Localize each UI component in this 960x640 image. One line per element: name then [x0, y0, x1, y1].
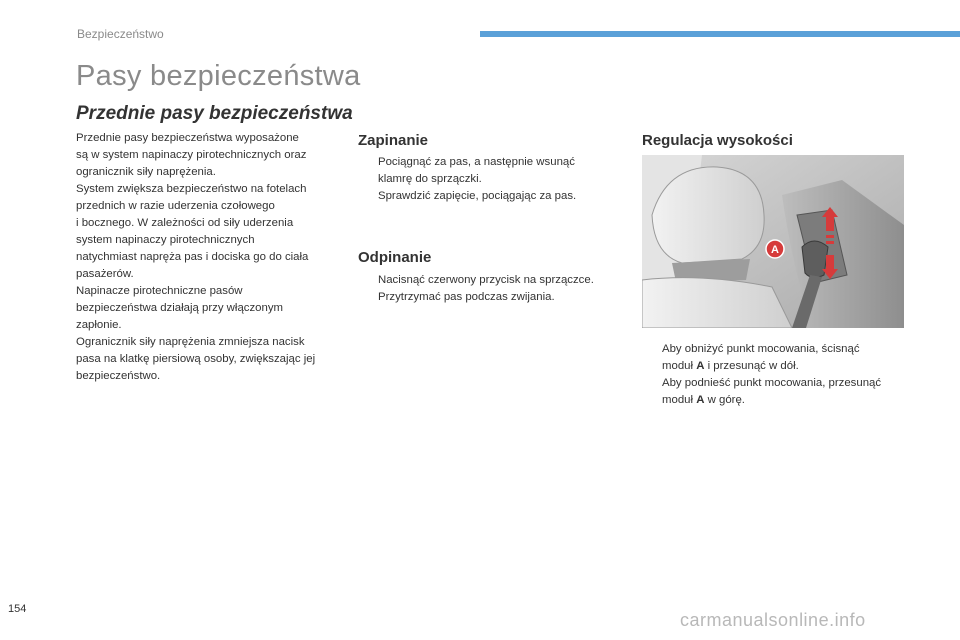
fastening-list: [360, 154, 630, 205]
intro-line: Przednie pasy bezpieczeństwa wyposażone: [76, 132, 299, 144]
intro-paragraph: [76, 130, 346, 385]
seat-illustration: [642, 155, 904, 328]
intro-line: zapłonie.: [76, 319, 122, 331]
header-accent-bar: [480, 31, 960, 37]
item-text: Przytrzymać pas podczas zwijania.: [378, 291, 555, 303]
intro-line: System zwiększa bezpieczeństwo na fotelach: [76, 183, 307, 195]
page-number: 154: [8, 603, 27, 615]
fastening-heading: Zapinanie: [358, 132, 429, 149]
list-item: [644, 341, 914, 375]
marker-a-label: A: [771, 244, 779, 256]
list-item: [360, 272, 635, 289]
intro-line: bezpieczeństwa działają przy włączonym: [76, 302, 284, 314]
item-text: Pociągnąć za pas, a następnie wsunąć: [378, 156, 575, 168]
intro-line: system napinaczy pirotechnicznych: [76, 234, 255, 246]
item-text: klamrę do sprzączki.: [378, 173, 482, 185]
intro-line: natychmiast napręża pas i dociska go do ciała: [76, 251, 309, 263]
intro-line: Ogranicznik siły naprężenia zmniejsza nacisk: [76, 336, 305, 348]
intro-line: i bocznego. W zależności od siły uderzenia: [76, 217, 294, 229]
intro-line: są w system napinaczy pirotechnicznych oraz: [76, 149, 307, 161]
item-text: Aby obniżyć punkt mocowania, ścisnąć: [662, 343, 860, 355]
intro-line: przednich w razie uderzenia czołowego: [76, 200, 275, 212]
unfastening-heading: Odpinanie: [358, 249, 432, 266]
height-adjust-list: [644, 341, 914, 409]
intro-line: pasa na klatkę piersiową osoby, zwiększając jej: [76, 353, 316, 365]
list-item: [360, 289, 635, 306]
height-adjust-heading: Regulacja wysokości: [642, 132, 793, 149]
item-text: moduł A i przesunąć w dół.: [662, 360, 799, 372]
intro-line: Napinacze pirotechniczne pasów: [76, 285, 243, 297]
page-title: Pasy bezpieczeństwa: [76, 60, 361, 92]
item-text: moduł A w górę.: [662, 394, 745, 406]
module-label: A: [696, 360, 705, 372]
watermark[interactable]: carmanualsonline.info: [680, 610, 866, 630]
list-item: [644, 375, 914, 409]
item-text: Sprawdzić zapięcie, pociągając za pas.: [378, 190, 577, 202]
module-label: A: [696, 394, 705, 406]
item-text: Nacisnąć czerwony przycisk na sprzączce.: [378, 274, 594, 286]
seatbelt-height-illustration: [642, 155, 904, 328]
section-label: Bezpieczeństwo: [77, 27, 164, 41]
intro-line: pasażerów.: [76, 268, 134, 280]
intro-line: ogranicznik siły naprężenia.: [76, 166, 216, 178]
list-item: [360, 154, 630, 188]
item-text: Aby podnieść punkt mocowania, przesunąć: [662, 377, 882, 389]
section-subtitle: Przednie pasy bezpieczeństwa: [76, 103, 353, 124]
intro-line: bezpieczeństwo.: [76, 370, 161, 382]
unfastening-list: [360, 272, 635, 306]
list-item: [360, 188, 630, 205]
